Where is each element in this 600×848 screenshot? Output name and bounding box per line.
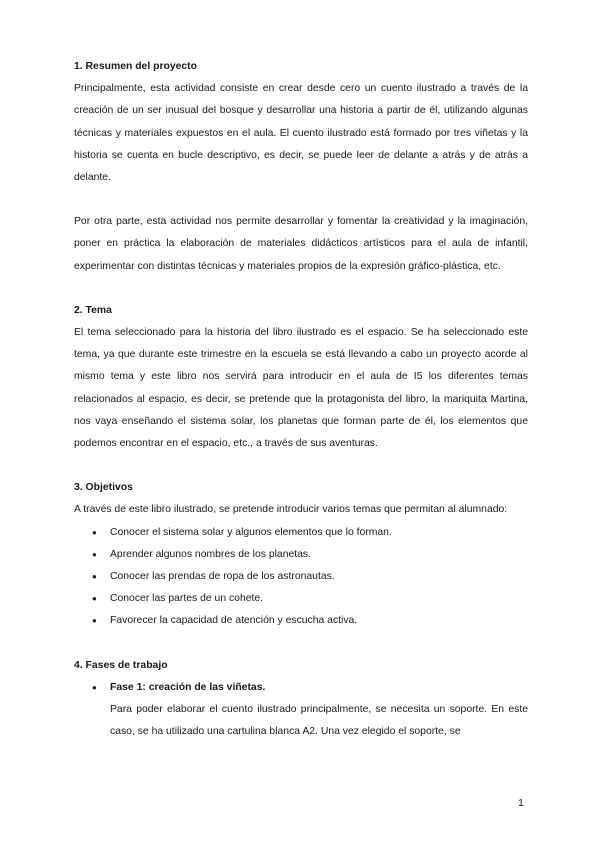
- paragraph-gap: [74, 189, 528, 211]
- summary-paragraph-1: Principalmente, esta actividad consiste en crear desde cero un cuento ilustrado a través de la creación de un ser inusual del bosque y desarrollar una historia a partir de él, utilizando algunas técnicas y materiales expuestos en el aula. El cuento ilustrado está formado por tres viñetas y la historia se cuenta en bucle descriptivo, es decir, se puede leer de delante a atrás y de atrás a delante.: [74, 83, 528, 184]
- page-content: [74, 56, 528, 743]
- phase-item: [92, 677, 528, 744]
- objective-item: ● Favorecer la capacidad de atención y escucha activa.: [92, 610, 528, 632]
- objectives-list: [74, 522, 528, 633]
- objective-item: ● Aprender algunos nombres de los planetas.: [92, 544, 528, 566]
- section-heading-phases: 4. Fases de trabajo: [74, 659, 168, 671]
- objectives-intro: A través de este libro ilustrado, se pretende introducir varios temas que permitan al alumnado:: [74, 504, 508, 516]
- theme-paragraph: El tema seleccionado para la historia del libro ilustrado es el espacio. Se ha seleccionado este tema, ya que durante este trimestre en la escuela se está llevando a cabo un proyecto acorde al mismo tema y este libro nos servirá para introducir en el aula de I5 los diferentes temas relacionados al espacio, es decir, se pretende que la protagonista del libro, la mariquita Martina, nos vaya enseñando el sistema solar, los planetas que forman parte de él, los elementos que podemos encontrar en el espacio, etc., a través de sus aventuras.: [74, 327, 528, 450]
- objective-item: ● Conocer el sistema solar y algunos elementos que lo forman.: [92, 522, 528, 544]
- phase-title: ● Fase 1: creación de las viñetas.: [110, 681, 266, 693]
- summary-paragraph-2: Por otra parte, esta actividad nos permite desarrollar y fomentar la creatividad y la imaginación, poner en práctica la elaboración de materiales didácticos artísticos para el aula de infantil, experimentar con distintas técnicas y materiales propios de la expresión gráfico-plástica, etc.: [74, 216, 528, 272]
- objective-item: ● Conocer las prendas de ropa de los astronautas.: [92, 566, 528, 588]
- page-number: 1: [518, 797, 524, 809]
- section-heading-objectives: 3. Objetivos: [74, 482, 133, 494]
- section-heading-theme: 2. Tema: [74, 304, 112, 316]
- section-gap: [74, 278, 528, 300]
- objective-item: ● Conocer las partes de un cohete.: [92, 588, 528, 610]
- section-gap: [74, 633, 528, 655]
- section-heading-summary: 1. Resumen del proyecto: [74, 61, 197, 72]
- phase-text: Para poder elaborar el cuento ilustrado principalmente, se necesita un soporte. En este caso, se ha utilizado una cartulina blanca A2. Una vez elegido el soporte, se: [110, 704, 528, 738]
- phases-list: [74, 677, 528, 744]
- section-gap: [74, 455, 528, 477]
